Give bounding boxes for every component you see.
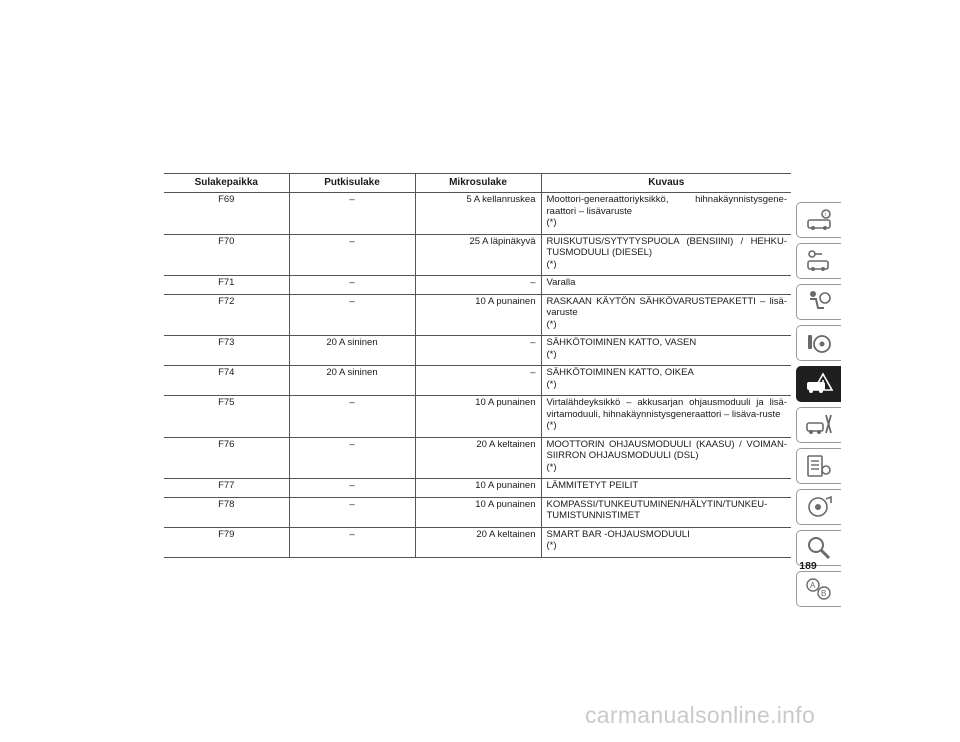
car-dashboard-icon — [804, 206, 834, 234]
table-row — [164, 527, 791, 557]
cell-position: F79 — [164, 527, 289, 557]
cell-position: F75 — [164, 396, 289, 438]
description-line: (*) — [546, 348, 557, 360]
table-row — [164, 437, 791, 479]
nav-tab-steering-wheel[interactable] — [796, 325, 841, 361]
cell-cartridge-fuse: – — [289, 396, 415, 438]
cell-cartridge-fuse: – — [289, 234, 415, 276]
table-row — [164, 336, 791, 366]
cell-description — [541, 497, 791, 527]
cell-position: F78 — [164, 497, 289, 527]
cell-micro-fuse: 10 A punainen — [415, 479, 541, 498]
cell-description — [541, 336, 791, 366]
header-micro-fuse: Mikrosulake — [415, 174, 541, 193]
cell-description — [541, 294, 791, 336]
languages-icon — [804, 575, 834, 603]
cell-cartridge-fuse: 20 A sininen — [289, 366, 415, 396]
nav-tab-car-dashboard[interactable] — [796, 202, 841, 238]
cell-description — [541, 193, 791, 235]
table-body — [164, 193, 791, 558]
cell-cartridge-fuse: – — [289, 294, 415, 336]
multimedia-icon — [804, 493, 834, 521]
description-line: MOOTTORIN OHJAUSMODUULI (KAASU) / VOIMAN-SIIRRON OHJAUSMODUULI (DSL) — [546, 438, 787, 461]
fuse-table — [164, 173, 791, 558]
steering-wheel-icon — [804, 329, 834, 357]
nav-tab-multimedia[interactable] — [796, 489, 841, 525]
table-row — [164, 193, 791, 235]
description-line: (*) — [546, 258, 557, 270]
cell-position: F73 — [164, 336, 289, 366]
search-index-icon — [804, 534, 834, 562]
description-line: Moottori-generaattoriyksikkö, hihnakäynnistysgene-raattori – lisävaruste — [546, 194, 787, 217]
cell-description — [541, 527, 791, 557]
description-line: RASKAAN KÄYTÖN SÄHKÖVARUSTEPAKETTI – lisä-varuste — [546, 295, 787, 318]
description-line: KOMPASSI/TUNKEUTUMINEN/HÄLYTIN/TUNKEU-TUMISTUNNISTIMET — [546, 498, 768, 521]
page-number: 189 — [799, 560, 817, 572]
cell-cartridge-fuse: – — [289, 193, 415, 235]
cell-description — [541, 234, 791, 276]
nav-tab-languages[interactable] — [796, 571, 841, 607]
nav-tab-checklist-specs[interactable] — [796, 448, 841, 484]
cell-description — [541, 396, 791, 438]
side-navigation — [796, 202, 842, 612]
cell-position: F74 — [164, 366, 289, 396]
cell-cartridge-fuse: 20 A sininen — [289, 336, 415, 366]
cell-position: F70 — [164, 234, 289, 276]
description-line: (*) — [546, 318, 557, 330]
checklist-specs-icon — [804, 452, 834, 480]
svg-text:B: B — [821, 589, 827, 598]
description-line: (*) — [546, 461, 557, 473]
description-line: SMART BAR -OHJAUSMODUULI — [546, 528, 690, 540]
cell-micro-fuse: 10 A punainen — [415, 396, 541, 438]
table-row — [164, 276, 791, 295]
svg-text:i: i — [824, 212, 826, 218]
cell-description — [541, 437, 791, 479]
car-key-icon — [804, 247, 834, 275]
cell-position: F72 — [164, 294, 289, 336]
table-row — [164, 479, 791, 498]
nav-tab-car-key[interactable] — [796, 243, 841, 279]
header-cartridge-fuse: Putkisulake — [289, 174, 415, 193]
table-row — [164, 366, 791, 396]
cell-micro-fuse: – — [415, 276, 541, 295]
warning-emergency-icon — [804, 370, 834, 398]
nav-tab-warning-emergency[interactable] — [796, 366, 841, 402]
cell-cartridge-fuse: – — [289, 527, 415, 557]
cell-description — [541, 276, 791, 295]
description-line: Varalla — [546, 277, 576, 288]
description-line: SÄHKÖTOIMINEN KATTO, VASEN — [546, 337, 697, 348]
cell-micro-fuse: 25 A läpinäkyvä — [415, 234, 541, 276]
nav-tab-airbag-seat[interactable] — [796, 284, 841, 320]
description-line: (*) — [546, 420, 557, 431]
svg-text:A: A — [810, 581, 816, 590]
description-line: LÄMMITETYT PEILIT — [546, 480, 639, 491]
cell-cartridge-fuse: – — [289, 437, 415, 479]
header-position: Sulakepaikka — [164, 174, 289, 193]
description-line: (*) — [546, 378, 557, 390]
cell-position: F69 — [164, 193, 289, 235]
header-description: Kuvaus — [541, 174, 791, 193]
nav-tab-car-service-tools[interactable] — [796, 407, 841, 443]
cell-position: F71 — [164, 276, 289, 295]
cell-micro-fuse: – — [415, 336, 541, 366]
cell-micro-fuse: 20 A keltainen — [415, 527, 541, 557]
cell-micro-fuse: 10 A punainen — [415, 294, 541, 336]
table-header-row — [164, 174, 791, 193]
cell-micro-fuse: – — [415, 366, 541, 396]
cell-cartridge-fuse: – — [289, 479, 415, 498]
cell-description — [541, 479, 791, 498]
cell-micro-fuse: 5 A kellanruskea — [415, 193, 541, 235]
cell-cartridge-fuse: – — [289, 276, 415, 295]
description-line: Virtalähdeyksikkö – akkusarjan ohjausmoduuli ja lisä-virtamoduuli, hihnakäynnistysgeneraattori – lisäva-ruste — [546, 397, 787, 420]
cell-micro-fuse: 20 A keltainen — [415, 437, 541, 479]
airbag-seat-icon — [804, 288, 834, 316]
table-row — [164, 234, 791, 276]
cell-cartridge-fuse: – — [289, 497, 415, 527]
table-row — [164, 294, 791, 336]
car-service-tools-icon — [804, 411, 834, 439]
description-line: (*) — [546, 217, 557, 228]
description-line: RUISKUTUS/SYTYTYSPUOLA (BENSIINI) / HEHKU-TUSMODUULI (DIESEL) — [546, 235, 787, 258]
cell-micro-fuse: 10 A punainen — [415, 497, 541, 527]
cell-description — [541, 366, 791, 396]
description-line: (*) — [546, 540, 557, 551]
description-line: SÄHKÖTOIMINEN KATTO, OIKEA — [546, 367, 694, 378]
cell-position: F76 — [164, 437, 289, 479]
watermark: carmanualsonline.info — [585, 702, 816, 728]
table-row — [164, 396, 791, 438]
table-row — [164, 497, 791, 527]
cell-position: F77 — [164, 479, 289, 498]
